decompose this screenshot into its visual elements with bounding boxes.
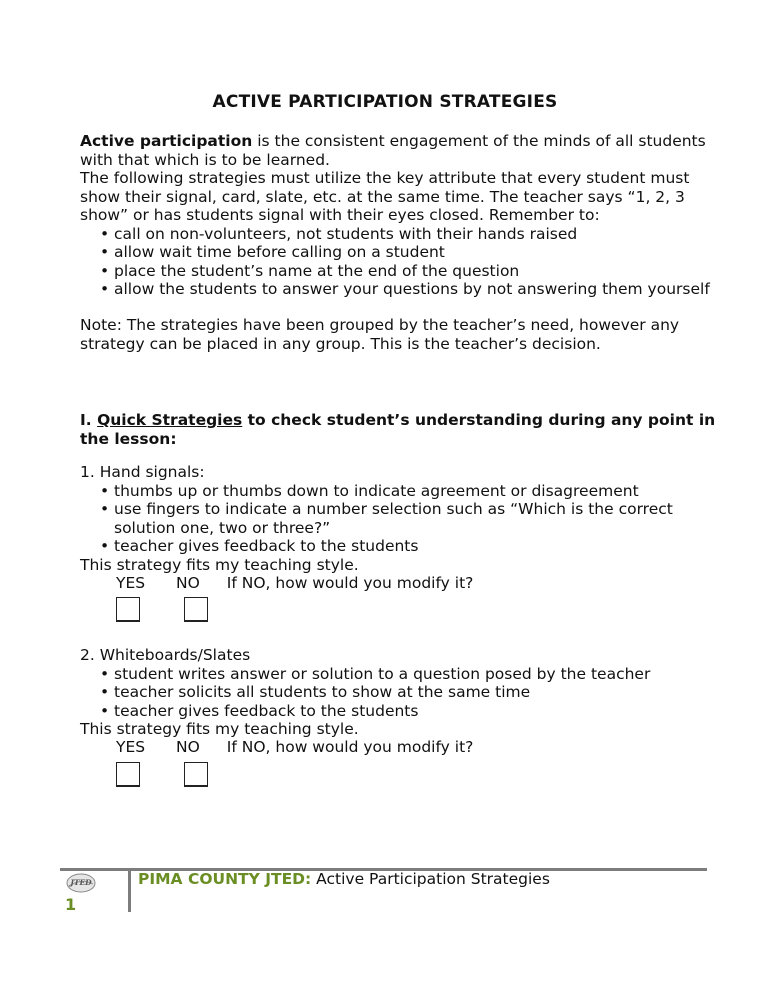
strategy-heading: 1. Hand signals:: [80, 463, 205, 481]
note-line1: Note: The strategies have been grouped by the teacher’s need, however any: [80, 316, 680, 334]
fits-statement: This strategy fits my teaching style.: [80, 720, 359, 738]
modify-prompt: If NO, how would you modify it?: [226, 738, 474, 756]
intro-line3: The following strategies must utilize the key attribute that every student must: [80, 169, 690, 187]
intro-line4: show their signal, card, slate, etc. at the same time. The teacher says “1, 2, 3: [80, 187, 685, 206]
section-heading-underlined: Quick Strategies: [97, 411, 243, 429]
list-item: • teacher gives feedback to the students: [80, 702, 650, 721]
intro-line1-rest: is the consistent engagement of the minds of all students: [252, 132, 706, 150]
intro-line2: with that which is to be learned.: [80, 150, 330, 169]
strategy-bullets: [80, 482, 673, 556]
yes-label: YES: [116, 738, 146, 756]
no-checkbox[interactable]: [184, 597, 208, 622]
svg-text:JTED: JTED: [70, 878, 92, 887]
strategy-bullets: [80, 665, 650, 721]
response-options: [116, 574, 473, 592]
note-line2: strategy can be placed in any group. This is the teacher’s decision.: [80, 334, 601, 353]
no-label: NO: [176, 574, 200, 592]
no-checkbox[interactable]: [184, 762, 208, 787]
intro-paragraph: [80, 132, 710, 299]
response-options: [116, 738, 473, 756]
modify-prompt: If NO, how would you modify it?: [226, 574, 474, 592]
footer-title: [138, 870, 550, 888]
no-label: NO: [176, 738, 200, 756]
list-item: • allow the students to answer your questions by not answering them yourself: [80, 280, 710, 299]
list-item: • student writes answer or solution to a question posed by the teacher: [80, 665, 650, 684]
jted-logo: [66, 872, 96, 894]
yes-checkbox[interactable]: [116, 762, 140, 787]
footer-org: PIMA COUNTY JTED:: [138, 870, 312, 888]
section-heading: I. Quick Strategies to check student’s understanding during any point in the lesson:: [80, 411, 716, 448]
intro-bold-term: Active participation: [80, 132, 253, 150]
strategy-heading: 2. Whiteboards/Slates: [80, 646, 251, 664]
list-item: • allow wait time before calling on a student: [80, 243, 710, 262]
footer-doc-title: Active Participation Strategies: [311, 870, 550, 888]
reminder-list: [80, 225, 710, 299]
fits-statement: This strategy fits my teaching style.: [80, 555, 359, 574]
list-item: • teacher solicits all students to show at the same time: [80, 683, 650, 702]
yes-checkbox[interactable]: [116, 597, 140, 622]
list-item: • place the student’s name at the end of the question: [80, 262, 710, 281]
intro-line5: show” or has students signal with their eyes closed. Remember to:: [80, 206, 600, 224]
footer-vertical-divider: [128, 868, 131, 912]
yes-label: YES: [116, 574, 146, 592]
strategy-whiteboards: [80, 646, 650, 739]
list-item: • call on non-volunteers, not students with their hands raised: [80, 225, 710, 244]
page-title: ACTIVE PARTICIPATION STRATEGIES: [212, 92, 558, 112]
list-item: • use fingers to indicate a number selection such as “Which is the correct solution one, two or three?”: [80, 500, 673, 537]
list-item: • thumbs up or thumbs down to indicate agreement or disagreement: [80, 482, 673, 501]
note-paragraph: [80, 316, 679, 353]
list-item: • teacher gives feedback to the students: [80, 537, 673, 556]
page-number: 1: [65, 895, 77, 914]
strategy-hand-signals: [80, 463, 673, 574]
